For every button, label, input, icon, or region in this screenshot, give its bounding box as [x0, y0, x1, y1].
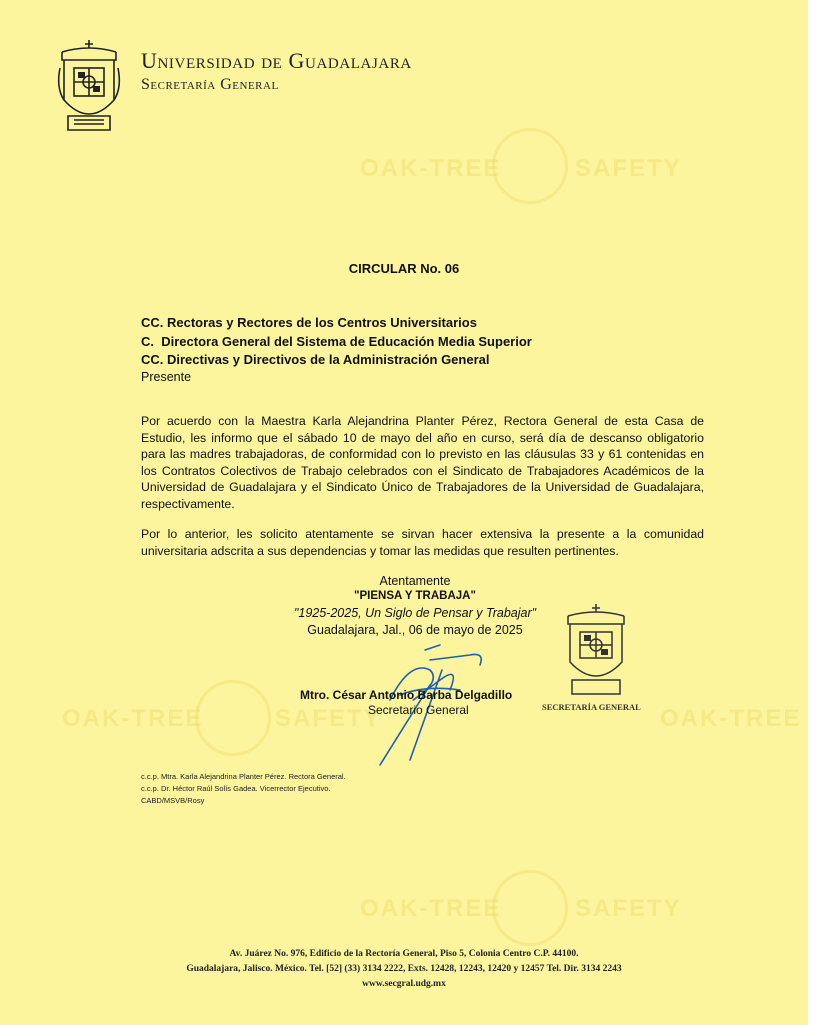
footer-website[interactable]: www.secgral.udg.mx [362, 979, 446, 989]
watermark-text: OAK-TREE [660, 705, 802, 732]
closing-motto: "PIENSA Y TRABAJA" [354, 590, 476, 602]
watermark-emblem-icon [492, 128, 568, 204]
closing-centenary: "1925-2025, Un Siglo de Pensar y Trabajar" [293, 606, 537, 620]
addressee-line: CC. Directivas y Directivos de la Administración General [141, 352, 490, 367]
closing-atentamente: Atentamente [379, 574, 451, 588]
footer-address: Av. Juárez No. 976, Edificio de la Rectoría General, Piso 5, Colonia Centro C.P. 44100. [229, 949, 579, 959]
signer-name: Mtro. César Antonio Barba Delgadillo [300, 688, 513, 702]
department-name: Secretaría General [141, 76, 279, 93]
circular-title: CIRCULAR No. 06 [348, 261, 460, 276]
watermark-emblem-icon [492, 870, 568, 946]
copy-line: c.c.p. Mtra. Karla Alejandrina Planter Pérez. Rectora General. [141, 772, 346, 781]
signer-title: Secretario General [368, 703, 469, 717]
watermark-text: OAK-TREE [62, 705, 204, 732]
copy-line: c.c.p. Dr. Héctor Raúl Solís Gadea. Vicerrector Ejecutivo. [141, 784, 331, 793]
watermark-text: SAFETY [275, 705, 382, 732]
page-margin [808, 0, 828, 1025]
university-crest-icon [54, 38, 124, 134]
closing-place-date: Guadalajara, Jal., 06 de mayo de 2025 [307, 623, 523, 637]
addressee-line: C. Directora General del Sistema de Educación Media Superior [141, 334, 532, 349]
university-name: Universidad de Guadalajara [141, 48, 412, 73]
seal-label: SECRETARÍA GENERAL [542, 702, 641, 712]
watermark-text: OAK-TREE [360, 895, 502, 922]
body-paragraph: Por lo anterior, les solicito atentamente se sirvan hacer extensiva la presente a la comunidad universitaria adscrita a sus dependencias y tomar las medidas que resulten pertinentes. [141, 527, 704, 558]
addressee-line: CC. Rectoras y Rectores de los Centros Universitarios [141, 315, 477, 330]
footer-phones: Guadalajara, Jalisco. México. Tel. [52] (33) 3134 2222, Exts. 12428, 12243, 12420 y 12457 Tel. Dir. 3134 2243 [186, 964, 622, 974]
watermark-text: OAK-TREE [360, 155, 502, 182]
salutation: Presente [141, 370, 192, 384]
body-paragraph: Por acuerdo con la Maestra Karla Alejandrina Planter Pérez, Rectora General de esta Casa de Estudio, les informo que el sábado 10 de mayo del año en curso, será día de descanso obligatorio para las madres trabajadoras, de conformidad con lo previsto en las cláusulas 33 y 61 contenidas en los Contratos Colectivos de Trabajo celebrados con el Sindicato de Trabajadores Académicos de la Universidad de Guadalajara y el Sindicato Único de Trabajadores de la Universidad de Guadalajara, respectivamente. [141, 414, 704, 511]
watermark-emblem-icon [195, 680, 271, 756]
official-seal-icon [560, 602, 632, 698]
copy-line: CABD/MSVB/Rosy [141, 796, 205, 805]
watermark-text: SAFETY [575, 155, 682, 182]
watermark-text: SAFETY [575, 895, 682, 922]
